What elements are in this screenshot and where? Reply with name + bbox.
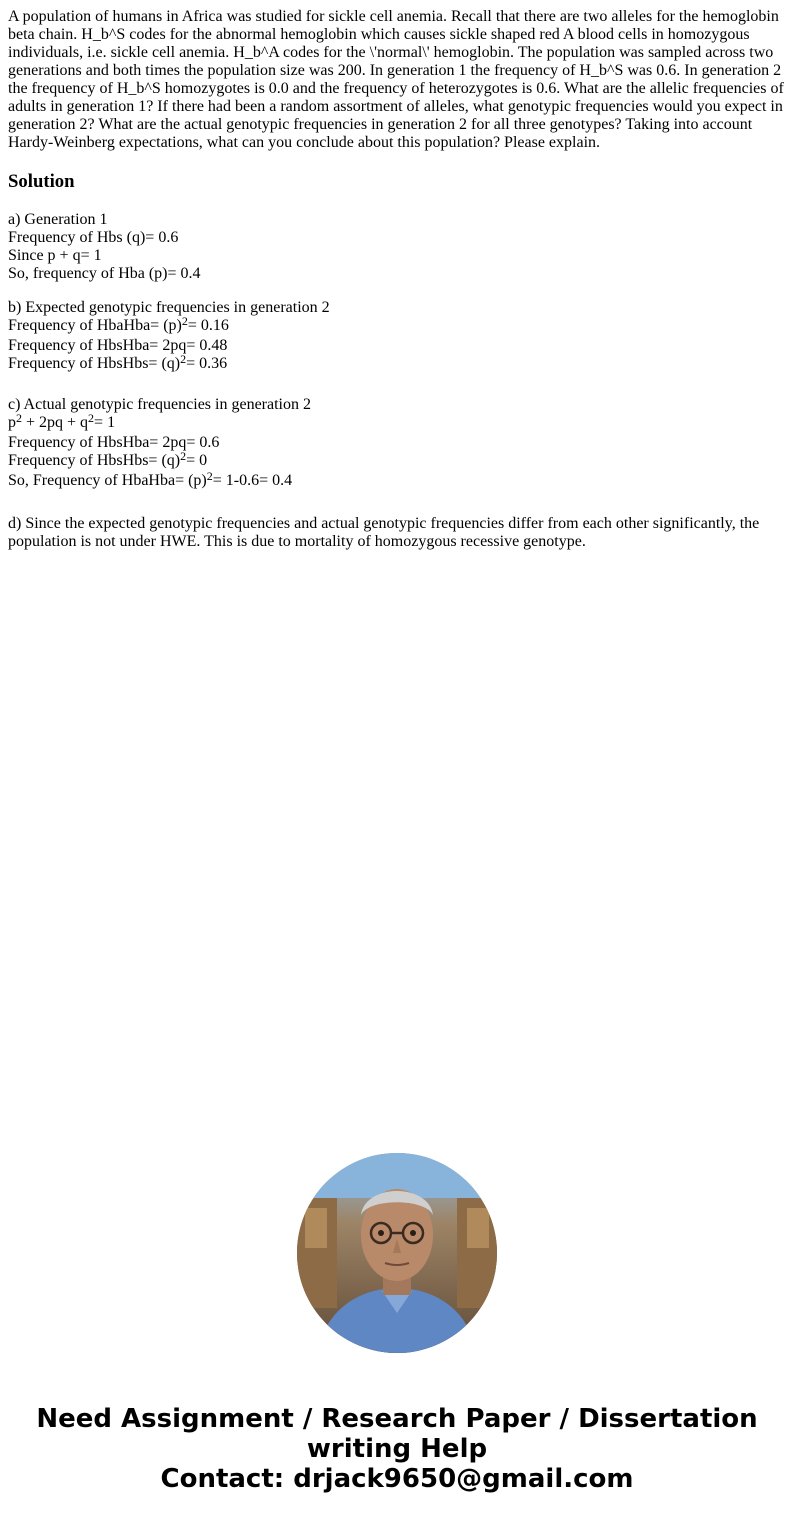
section-c-line-3-pre: Frequency of HbsHbs= (q) <box>8 452 181 469</box>
equation-end: = 1 <box>94 414 116 431</box>
section-b-title: b) Expected genotypic frequencies in generation 2 <box>8 299 330 316</box>
author-photo-illustration <box>297 1153 497 1353</box>
section-b-line-1 <box>8 314 788 337</box>
section-c-line-4 <box>8 469 788 492</box>
question-text: A population of humans in Africa was studied for sickle cell anemia. Recall that there are two alleles for the hemoglobin beta chain. H_b^S codes for the abnormal hemoglobin which causes sickle shaped red A blood cells in homozygous individuals, i.e. sickle cell anemia. H_b^A codes for the \'normal\' hemoglobin. The population was sampled across two generations and both times the population size was 200. In generation 1 the frequency of H_b^S was 0.6. In generation 2 the frequency of H_b^S homozygotes is 0.0 and the frequency of heterozygotes is 0.6. What are the allelic frequencies of adults in generation 1? If there had been a random assortment of alleles, what genotypic frequencies would you expect in generation 2? What are the actual genotypic frequencies in generation 2 for all three genotypes? Taking into account Hardy-Weinberg expectations, what can you conclude about this population? Please explain. <box>8 8 784 151</box>
section-a-line-3: So, frequency of Hba (p)= 0.4 <box>8 265 201 282</box>
section-b-line-3 <box>8 352 788 375</box>
exponent: 2 <box>181 314 188 328</box>
section-c-line-2: Frequency of HbsHba= 2pq= 0.6 <box>8 434 220 451</box>
section-c <box>8 396 788 492</box>
section-a-line-2: Since p + q= 1 <box>8 247 102 264</box>
section-c-line-4-pre: So, Frequency of HbaHba= (p) <box>8 472 207 489</box>
equation-mid: + 2pq + q <box>22 414 89 431</box>
section-b-line-1-pre: Frequency of HbaHba= (p) <box>8 317 182 334</box>
section-c-title: c) Actual genotypic frequencies in generation 2 <box>8 396 311 413</box>
solution-heading: Solution <box>8 171 75 192</box>
banner-contact-line: Contact: drjack9650@gmail.com <box>160 1464 634 1494</box>
exponent: 2 <box>16 411 22 425</box>
author-photo <box>297 1153 497 1353</box>
section-b-line-1-post: = 0.16 <box>187 317 229 334</box>
exponent: 2 <box>180 449 187 463</box>
section-b-line-3-post: = 0.36 <box>186 355 228 372</box>
section-c-equation <box>8 411 788 434</box>
section-a-line-1: Frequency of Hbs (q)= 0.6 <box>8 229 179 246</box>
section-c-line-4-post: = 1-0.6= 0.4 <box>212 472 293 489</box>
section-b <box>8 299 788 375</box>
exponent: 2 <box>206 469 213 483</box>
exponent: 2 <box>88 411 95 425</box>
section-c-line-3-post: = 0 <box>186 452 208 469</box>
section-a-title: a) Generation 1 <box>8 211 108 228</box>
section-b-line-3-pre: Frequency of HbsHbs= (q) <box>8 355 181 372</box>
banner-line-1: Need Assignment / Research Paper / Dissertation <box>36 1404 758 1434</box>
exponent: 2 <box>180 352 187 366</box>
equation-p: p <box>8 414 16 431</box>
section-b-line-2: Frequency of HbsHba= 2pq= 0.48 <box>8 337 228 354</box>
section-c-line-3 <box>8 449 788 472</box>
banner-line-2: writing Help <box>306 1434 488 1464</box>
section-a <box>8 211 788 283</box>
contact-banner <box>0 1404 794 1494</box>
section-d-text: d) Since the expected genotypic frequencies and actual genotypic frequencies differ from each other significantly, the population is not under HWE. This is due to mortality of homozygous recessive genotype. <box>8 515 760 550</box>
